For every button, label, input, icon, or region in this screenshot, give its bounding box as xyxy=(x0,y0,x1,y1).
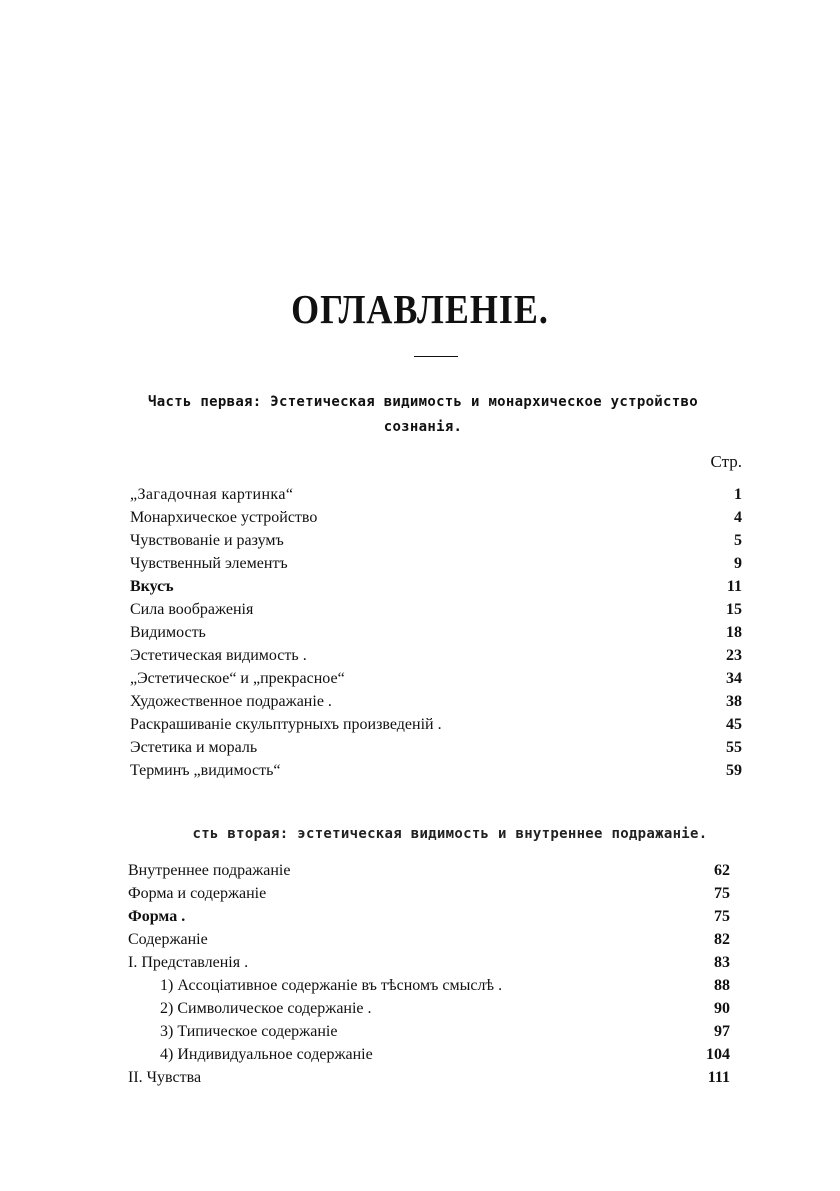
part-one-heading-line1: Часть первая: Эстетическая видимость и монархическое устройство xyxy=(148,394,698,410)
toc-entry-page: 97 xyxy=(714,1023,730,1040)
toc-entry-page: 55 xyxy=(726,739,742,756)
toc-entry-title: 4) Индивидуальное содержаніе xyxy=(160,1046,373,1063)
toc-entry-page: 88 xyxy=(714,977,730,994)
toc-entry-page: 75 xyxy=(714,908,730,925)
title-divider xyxy=(414,356,458,357)
toc-entry xyxy=(130,552,742,575)
toc-entry-page: 1 xyxy=(734,486,742,503)
toc-entry-page: 82 xyxy=(714,931,730,948)
toc-entry-page: 34 xyxy=(726,670,742,687)
toc-entry-page: 18 xyxy=(726,624,742,641)
toc-entry xyxy=(130,713,742,736)
toc-entry xyxy=(128,974,730,997)
toc-part-two xyxy=(128,859,730,1089)
toc-entry xyxy=(130,736,742,759)
toc-entry-page: 62 xyxy=(714,862,730,879)
toc-entry xyxy=(130,529,742,552)
toc-entry-title: 3) Типическое содержаніе xyxy=(160,1023,338,1040)
toc-entry-page: 11 xyxy=(726,578,742,595)
toc-entry-title: Монархическое устройство xyxy=(130,509,318,526)
toc-entry xyxy=(128,997,730,1020)
toc-entry-title: Раскрашиваніе скульптурныхъ произведеній . xyxy=(130,716,442,733)
toc-entry-page: 23 xyxy=(726,647,742,664)
toc-part-one xyxy=(130,483,742,782)
toc-entry xyxy=(130,598,742,621)
toc-entry-page: 5 xyxy=(734,532,742,549)
toc-entry-title: „Загадочная картинка“ xyxy=(130,486,294,503)
toc-entry-title: Сила воображенія xyxy=(130,601,254,618)
page-title: ОГЛАВЛЕНІЕ. xyxy=(291,286,549,332)
toc-entry xyxy=(130,483,742,506)
toc-entry-page: 45 xyxy=(726,716,742,733)
toc-entry xyxy=(130,621,742,644)
toc-entry-title: Форма . xyxy=(128,908,186,925)
toc-entry xyxy=(128,859,730,882)
toc-entry-title: 2) Символическое содержаніе . xyxy=(160,1000,372,1017)
toc-entry-title: „Эстетическое“ и „прекрасное“ xyxy=(130,670,345,687)
toc-entry xyxy=(128,951,730,974)
toc-entry-title: Чувствованіе и разумъ xyxy=(130,532,284,549)
toc-entry-page: 75 xyxy=(714,885,730,902)
toc-entry-title: Видимость xyxy=(130,624,206,641)
toc-entry-title: I. Представленія . xyxy=(128,954,249,971)
toc-entry-title: Эстетика и мораль xyxy=(130,739,258,756)
toc-entry xyxy=(128,905,730,928)
part-one-heading-line2: сознанія. xyxy=(383,419,463,435)
toc-entry xyxy=(130,667,742,690)
toc-entry-title: Художественное подражаніе . xyxy=(130,693,332,710)
part-two-heading: сть вторая: эстетическая видимость и внутреннее подражаніе. xyxy=(192,826,708,842)
toc-entry xyxy=(128,882,730,905)
toc-entry xyxy=(128,1020,730,1043)
toc-entry-page: 59 xyxy=(726,762,742,779)
toc-entry-page: 9 xyxy=(734,555,742,572)
toc-entry xyxy=(128,1066,730,1089)
toc-entry-title: Содержаніе xyxy=(128,931,208,948)
toc-entry-page: 111 xyxy=(707,1069,730,1086)
toc-entry-title: Вкусъ xyxy=(130,578,174,595)
toc-entry-title: II. Чувства xyxy=(128,1069,202,1086)
toc-entry xyxy=(128,928,730,951)
toc-entry xyxy=(130,575,742,598)
toc-entry xyxy=(128,1043,730,1066)
toc-entry-title: Форма и содержаніе xyxy=(128,885,267,902)
part-one-heading xyxy=(128,390,718,440)
toc-entry xyxy=(130,690,742,713)
toc-entry-page: 15 xyxy=(726,601,742,618)
toc-entry xyxy=(130,759,742,782)
toc-entry-title: Терминъ „видимость“ xyxy=(130,762,281,779)
toc-entry-title: 1) Ассоціативное содержаніе въ тѣсномъ смыслѣ . xyxy=(160,977,503,994)
toc-entry-title: Чувственный элементъ xyxy=(130,555,288,572)
toc-entry xyxy=(130,506,742,529)
toc-entry-title: Эстетическая видимость . xyxy=(130,647,307,664)
page-column-label: Стр. xyxy=(710,452,742,471)
toc-entry-title: Внутреннее подражаніе xyxy=(128,862,291,879)
toc-entry xyxy=(130,644,742,667)
toc-entry-page: 90 xyxy=(714,1000,730,1017)
toc-entry-page: 38 xyxy=(726,693,742,710)
toc-entry-page: 104 xyxy=(706,1046,730,1063)
toc-entry-page: 83 xyxy=(714,954,730,971)
toc-entry-page: 4 xyxy=(734,509,742,526)
